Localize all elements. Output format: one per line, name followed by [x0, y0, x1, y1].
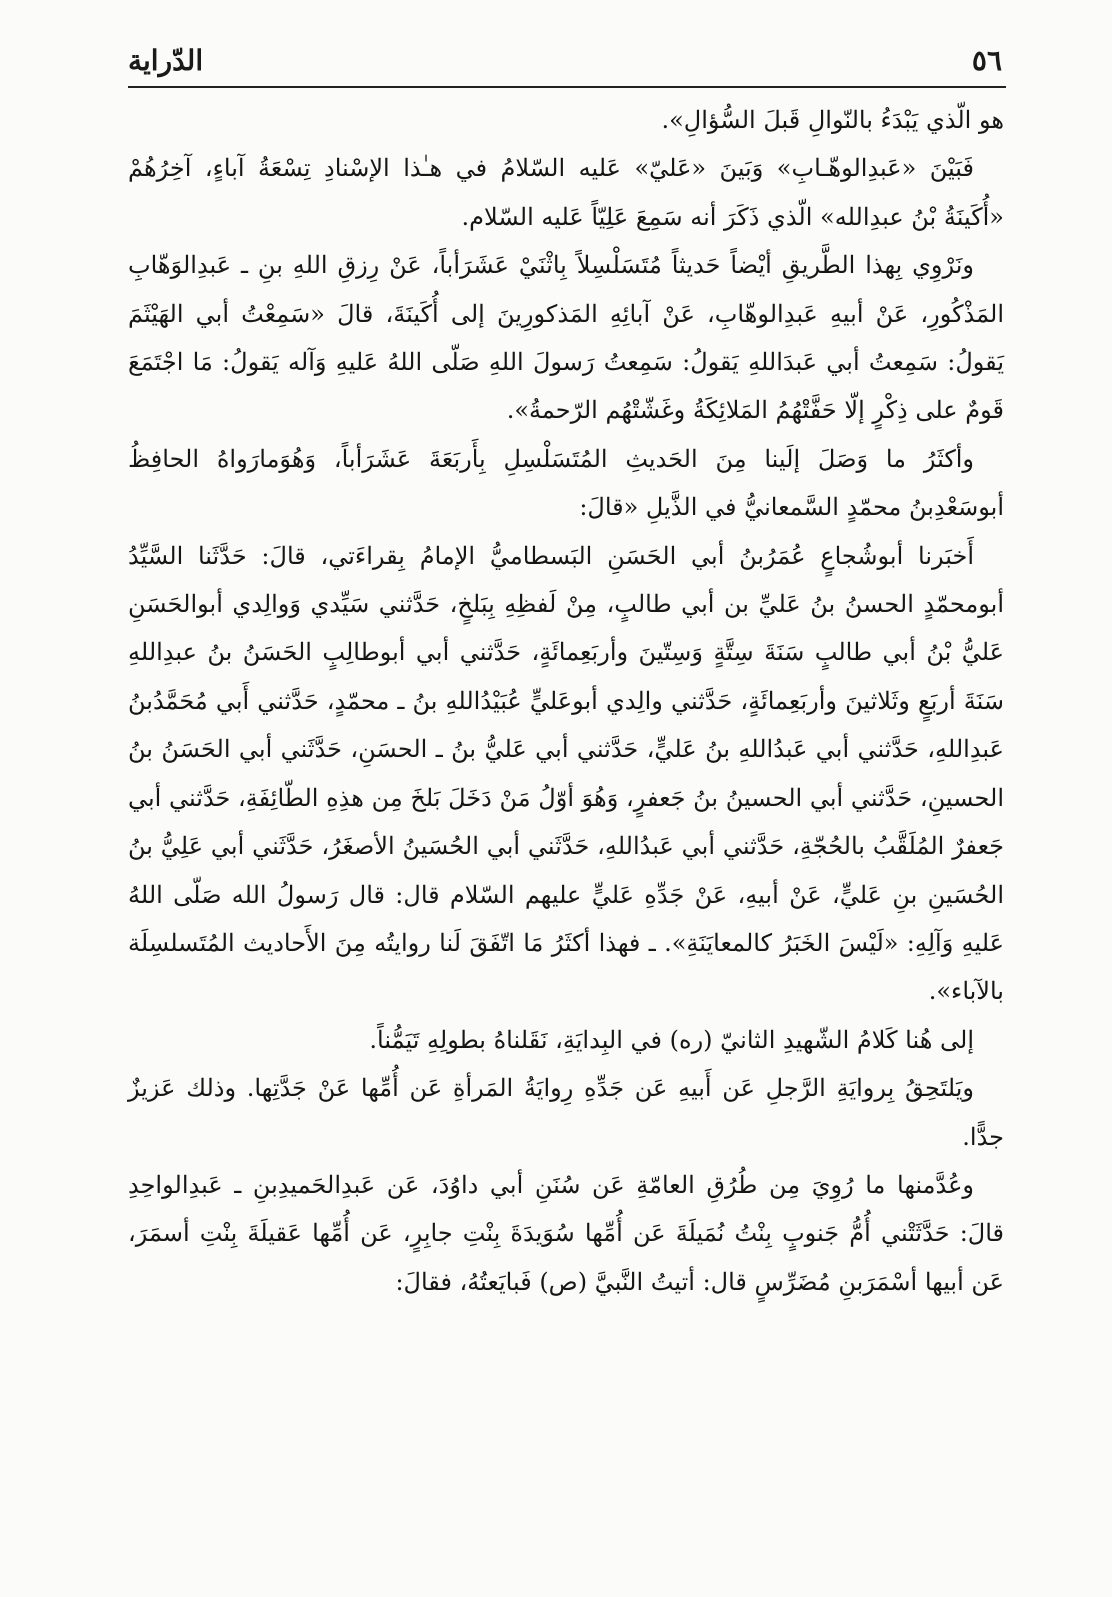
paragraph: إلى هُنا كَلامُ الشّهيدِ الثانيّ (ره) في البِدايَةِ، نَقَلناهُ بطولِهِ تَيَمُّناً.	[369, 1025, 974, 1054]
paragraph: ويَلتَحِقُ بِروايَةِ الرَّجلِ عَن أَبيهِ عَن جَدِّهِ رِوايَةُ المَرأةِ عَن أُمِّها عَنْ جَدَّتِها. وذلك عَزيزٌ جدًّا.	[128, 1074, 1004, 1151]
page-header	[128, 40, 1002, 86]
paragraph: وأكثَرُ ما وَصَلَ إلَينا مِنَ الحَديثِ المُتَسَلْسِلِ بِأَربَعَةَ عَشَرَأباً، وَهُوَمارَواهُ الحافِظُ أبوسَعْدِبنُ محمّدٍ السَّمعانيُّ في الذَّيلِ «قالَ:	[128, 444, 1004, 522]
running-title: الدّراية	[128, 44, 204, 77]
body-text	[128, 96, 1004, 1306]
paragraph: وعُدَّمنها ما رُوِيَ مِن طُرُقِ العامّةِ عَن سُنَنِ أبي داوُدَ، عَن عَبدِالحَميدِبنِ ـ عَبدِالواحِدِ قالَ: حَدَّثَتْني أُمُّ جَنوبٍ بِنْتُ نُمَيلَةَ عَن أُمِّها سُوَيدَةَ بِنْتِ جابِرٍ، عَن أُمِّها عَقيلَةَ بِنْتِ أسمَرَ، عَن أبيها أسْمَرَبنِ مُضَرِّسٍ قال: أتيتُ النَّبيَّ (ص) فَبايَعتُهُ، فقالَ:	[128, 1170, 1004, 1296]
page-number: ٥٦	[971, 44, 1002, 77]
paragraph: هو الّذي يَبْدَءُ بالنّوالِ قَبلَ السُّؤالِ».	[661, 106, 1004, 134]
paragraph: أَخبَرنا أبوشُجاعٍ عُمَرُبنُ أبي الحَسَنِ البَسطاميُّ الإمامُ بِقراءَتي، قالَ: حَدَّثَنا السَّيِّدُ أبومحمّدٍ الحسنُ بنُ عَليِّ بن أبي طالبٍ، مِنْ لَفظِهِ بِبَلخٍ، حَدَّثني سَيِّدي وَوالِدي أبوالحَسَنِ عَليُّ بْنُ أبي طالبٍ سَنَةَ سِتَّةٍ وَسِتّينَ وأربَعِمائَةٍ، حَدَّثني أبي أبوطالِبٍ الحَسَنُ بنُ عبدِاللهِ سَنَةَ أربَعٍ وثَلاثينَ وأربَعِمائَةٍ، حَدَّثني والِدي أبوعَليٍّ عُبَيْدُاللهِ بنُ ـ محمّدٍ، حَدَّثني أَبي مُحَمَّدُبنُ عَبدِاللهِ، حَدَّثني أبي عَبدُاللهِ بنُ عَليٍّ، حَدَّثني أبي عَليُّ بنُ ـ الحسَنِ، حَدَّثَني أبي الحَسَنُ بنُ الحسينِ، حَدَّثني أبي الحسينُ بنُ جَعفرٍ، وَهُوَ أوّلُ مَنْ دَخَلَ بَلخَ مِن هذِهِ الطّائِفَةِ، حَدَّثني أبي جَعفرٌ المُلَقَّبُ بالحُجّةِ، حَدَّثني أبي عَبدُاللهِ، حَدَّثَني أبي الحُسَينُ الأصغَرُ، حَدَّثَني أبي عَلِيُّ بنُ الحُسَينِ بنِ عَليٍّ، عَنْ أبيهِ، عَنْ جَدِّهِ عَليٍّ عليهم السّلام قال: قال رَسولُ الله صَلّى اللهُ عَليهِ وَآلِهِ: «لَيْسَ الخَبَرُ كالمعايَنَةِ». ـ فهذا أكثَرُ مَا اتّفَقَ لَنا روايتُه مِنَ الأَحاديث المُتَسلسِلَة بالآباء».	[128, 541, 1005, 1006]
paragraph: فَبَيْنَ «عَبدِالوهّـابِ» وَبَينَ «عَليّ» عَليه السّلامُ في هـٰذا الإسْنادِ تِسْعَةُ آباءٍ، آخِرُهُمْ «أُكَينَةُ بْنُ عبدِالله» الّذي ذَكَرَ أنه سَمِعَ عَلِيّاً عَليه السّلام.	[128, 154, 1004, 231]
paragraph: ونَرْوِي بِهذا الطَّريقِ أيْضاً حَديثاً مُتَسَلْسِلاً بِاثْنَيْ عَشَرَأباً، عَنْ رِزقِ اللهِ بنِ ـ عَبدِالوَهّابِ المَذْكُورِ، عَنْ أبيهِ عَبدِالوهّابِ، عَنْ آبائِهِ المَذكورِينَ إلى أُكَينَةَ، قالَ «سَمِعْتُ أبي الهَيْثَمَ يَقولُ: سَمِعتُ أبي عَبدَاللهِ يَقولُ: سَمِعتُ رَسولَ اللهِ صَلّى اللهُ عَليهِ وَآله يَقولُ: مَا اجْتَمَعَ قَومٌ على ذِكْرٍ إلّا حَفَّتْهُمُ المَلائِكَةُ وغَشّتْهُم الرّحمةُ».	[128, 251, 1004, 425]
header-divider	[128, 86, 1006, 88]
